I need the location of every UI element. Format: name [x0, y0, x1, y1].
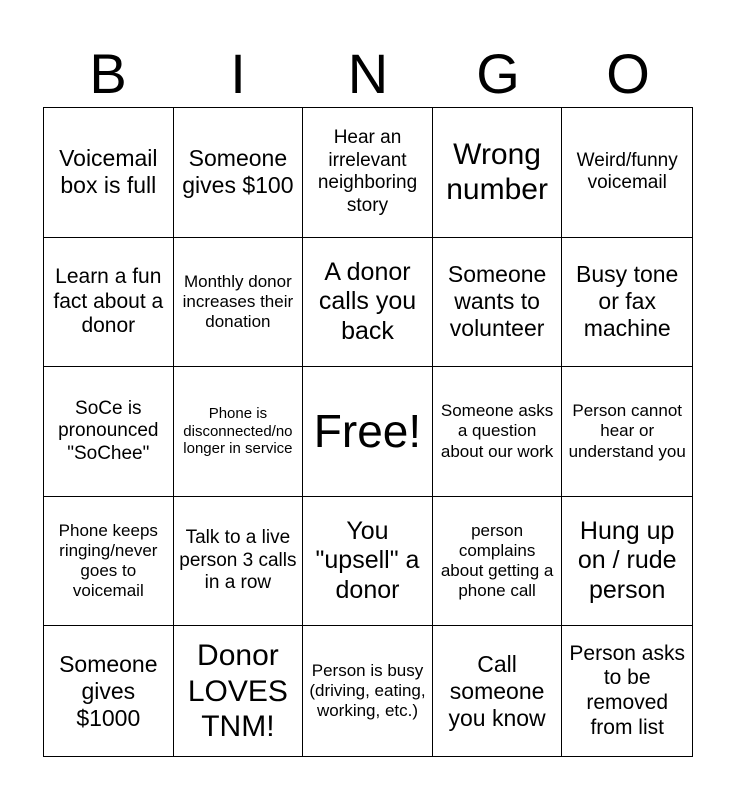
cell-text: Wrong number: [446, 137, 548, 207]
bingo-cell-r4c3[interactable]: [303, 497, 433, 627]
bingo-cell-r1c4[interactable]: [433, 108, 563, 238]
cell-text: Voicemail box is full: [59, 145, 158, 199]
bingo-cell-r5c3[interactable]: [303, 626, 433, 756]
bingo-cell-free[interactable]: [303, 367, 433, 497]
cell-text: Weird/funny voicemail: [576, 149, 678, 194]
cell-text: Someone wants to volunteer: [447, 261, 547, 342]
cell-text: Someone gives $100: [182, 145, 294, 199]
cell-text: Monthly donor increases their donation: [182, 271, 294, 331]
header-letter-i: I: [230, 42, 246, 105]
bingo-cell-r4c2[interactable]: [174, 497, 304, 627]
bingo-cell-r1c1[interactable]: [44, 108, 174, 238]
header-letter-g: G: [476, 42, 520, 105]
bingo-cell-r3c4[interactable]: [433, 367, 563, 497]
bingo-card-grid: [43, 107, 693, 757]
cell-text: Person cannot hear or understand you: [568, 401, 686, 461]
bingo-cell-r1c5[interactable]: [562, 108, 692, 238]
cell-text: You "upsell" a donor: [315, 516, 420, 604]
bingo-cell-r2c5[interactable]: [562, 238, 692, 368]
bingo-cell-r2c1[interactable]: [44, 238, 174, 368]
cell-text: Donor LOVES TNM!: [187, 639, 288, 743]
cell-text: Person is busy (driving, eating, working, etc.): [309, 661, 426, 721]
cell-text: Busy tone or fax machine: [576, 261, 679, 342]
bingo-cell-r2c2[interactable]: [174, 238, 304, 368]
cell-text: Call someone you know: [448, 650, 546, 731]
bingo-cell-r4c1[interactable]: [44, 497, 174, 627]
cell-text: Free!: [313, 405, 422, 458]
cell-text: Someone asks a question about our work: [440, 401, 554, 461]
cell-text: SoCe is pronounced "SoChee": [58, 397, 159, 464]
bingo-cell-r2c3[interactable]: [303, 238, 433, 368]
bingo-cell-r4c5[interactable]: [562, 497, 692, 627]
cell-text: Learn a fun fact about a donor: [53, 264, 164, 338]
cell-text: Talk to a live person 3 calls in a row: [179, 527, 297, 594]
cell-text: Hung up on / rude person: [577, 516, 677, 604]
header-letter-n: N: [347, 42, 389, 105]
bingo-cell-r5c5[interactable]: [562, 626, 692, 756]
bingo-cell-r5c4[interactable]: [433, 626, 563, 756]
bingo-cell-r1c2[interactable]: [174, 108, 304, 238]
bingo-cell-r5c2[interactable]: [174, 626, 304, 756]
bingo-cell-r3c2[interactable]: [174, 367, 304, 497]
bingo-cell-r4c4[interactable]: [433, 497, 563, 627]
bingo-cell-r3c1[interactable]: [44, 367, 174, 497]
cell-text: Phone is disconnected/no longer in service: [183, 404, 293, 458]
bingo-cell-r3c5[interactable]: [562, 367, 692, 497]
header-letter-o: O: [606, 42, 650, 105]
bingo-cell-r2c4[interactable]: [433, 238, 563, 368]
bingo-cell-r5c1[interactable]: [44, 626, 174, 756]
cell-text: Hear an irrelevant neighboring story: [317, 127, 418, 216]
bingo-cell-r1c3[interactable]: [303, 108, 433, 238]
cell-text: A donor calls you back: [318, 257, 417, 345]
bingo-header: [43, 40, 693, 108]
header-letter-b: B: [89, 42, 127, 105]
cell-text: Phone keeps ringing/never goes to voicemail: [58, 521, 158, 601]
cell-text: Someone gives $1000: [59, 650, 158, 731]
cell-text: person complains about getting a phone call: [440, 521, 554, 601]
cell-text: Person asks to be removed from list: [569, 641, 685, 739]
